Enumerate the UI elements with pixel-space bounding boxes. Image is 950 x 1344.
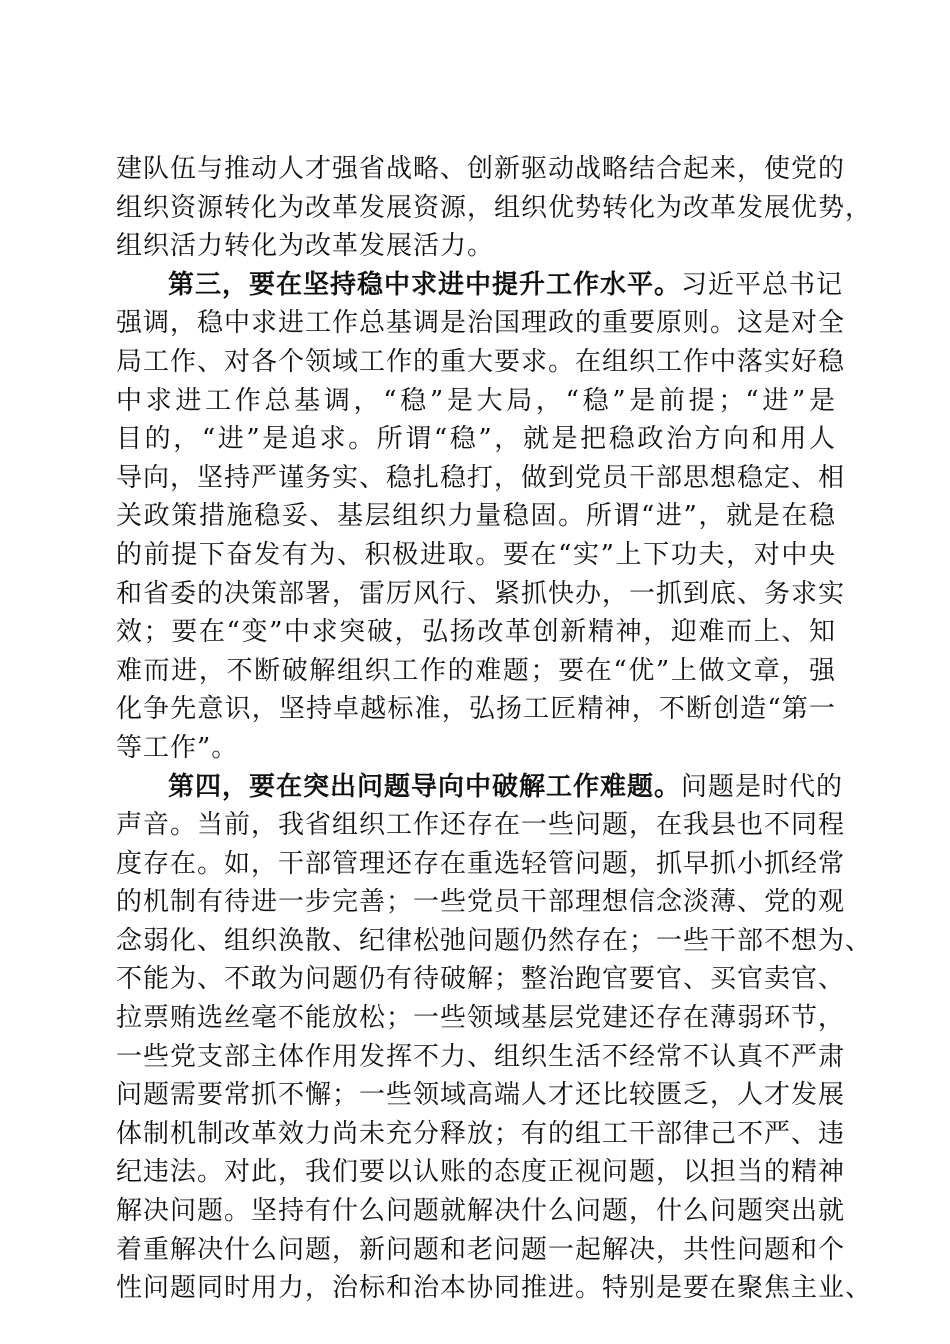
paragraph-heading: 第三，要在坚持稳中求进中提升工作水平。 xyxy=(168,269,682,300)
paragraph-heading-line xyxy=(116,266,844,305)
text-line: 目的，“进”是追求。所谓“稳”，就是把稳政治方向和用人 xyxy=(116,424,836,455)
text-line: 组织活力转化为改革发展活力。 xyxy=(116,231,495,262)
text-line: 问题需要常抓不懈；一些领域高端人才还比较匮乏，人才发展 xyxy=(116,1080,846,1111)
text-line: 体制机制改革效力尚未充分释放；有的组工干部律己不严、违 xyxy=(116,1118,846,1149)
text-line: 不能为、不敢为问题仍有待破解；整治跑官要官、买官卖官、 xyxy=(116,964,846,995)
text-line: 关政策措施稳妥、基层组织力量稳固。所谓“进”，就是在稳 xyxy=(116,501,836,532)
text-line: 组织资源转化为改革发展资源，组织优势转化为改革发展优势， xyxy=(116,192,873,223)
text-line: 和省委的决策部署，雷厉风行、紧抓快办，一抓到底、务求实 xyxy=(116,578,846,609)
text-line: 难而进，不断破解组织工作的难题；要在“优”上做文章，强 xyxy=(116,655,836,686)
text-line: 建队伍与推动人才强省战略、创新驱动战略结合起来，使党的 xyxy=(116,154,846,184)
body-text xyxy=(116,150,873,1308)
text-line: 着重解决什么问题，新问题和老问题一起解决，共性问题和个 xyxy=(116,1234,846,1265)
text-line: 导向，坚持严谨务实、稳扎稳打，做到党员干部思想稳定、相 xyxy=(116,462,846,493)
text-line: 强调，稳中求进工作总基调是治国理政的重要原则。这是对全 xyxy=(116,308,846,339)
text-line: 度存在。如，干部管理还存在重选轻管问题，抓早抓小抓经常 xyxy=(116,848,846,879)
text-line: 性问题同时用力，治标和治本协同推进。特别是要在聚焦主业、 xyxy=(116,1273,873,1304)
text-line: 声音。当前，我省组织工作还存在一些问题，在我县也不同程 xyxy=(116,810,846,841)
text-line: 效；要在“变”中求突破，弘扬改革创新精神，迎难而上、知 xyxy=(116,617,836,648)
text-line: 中求进工作总基调，“稳”是大局，“稳”是前提；“进”是 xyxy=(116,385,836,416)
text-line: 局工作、对各个领域工作的重大要求。在组织工作中落实好稳 xyxy=(116,346,846,377)
text-line: 等工作”。 xyxy=(116,732,239,763)
text-line: 拉票贿选丝毫不能放松；一些领域基层党建还存在薄弱环节， xyxy=(116,1003,846,1034)
text-line: 化争先意识，坚持卓越标准，弘扬工匠精神，不断创造“第一 xyxy=(116,694,836,725)
text-span: 习近平总书记 xyxy=(681,269,844,300)
text-span: 问题是时代的 xyxy=(681,771,844,802)
text-line: 的机制有待进一步完善；一些党员干部理想信念淡薄、党的观 xyxy=(116,887,846,918)
paragraph-heading-line xyxy=(116,768,844,807)
text-line: 一些党支部主体作用发挥不力、组织生活不经常不认真不严肃 xyxy=(116,1041,846,1072)
text-line: 的前提下奋发有为、积极进取。要在“实”上下功夫，对中央 xyxy=(116,539,836,570)
paragraph-heading: 第四，要在突出问题导向中破解工作难题。 xyxy=(168,771,682,802)
text-line: 纪违法。对此，我们要以认账的态度正视问题，以担当的精神 xyxy=(116,1157,846,1188)
text-line: 念弱化、组织涣散、纪律松弛问题仍然存在；一些干部不想为、 xyxy=(116,925,873,956)
text-line: 解决问题。坚持有什么问题就解决什么问题，什么问题突出就 xyxy=(116,1196,846,1227)
